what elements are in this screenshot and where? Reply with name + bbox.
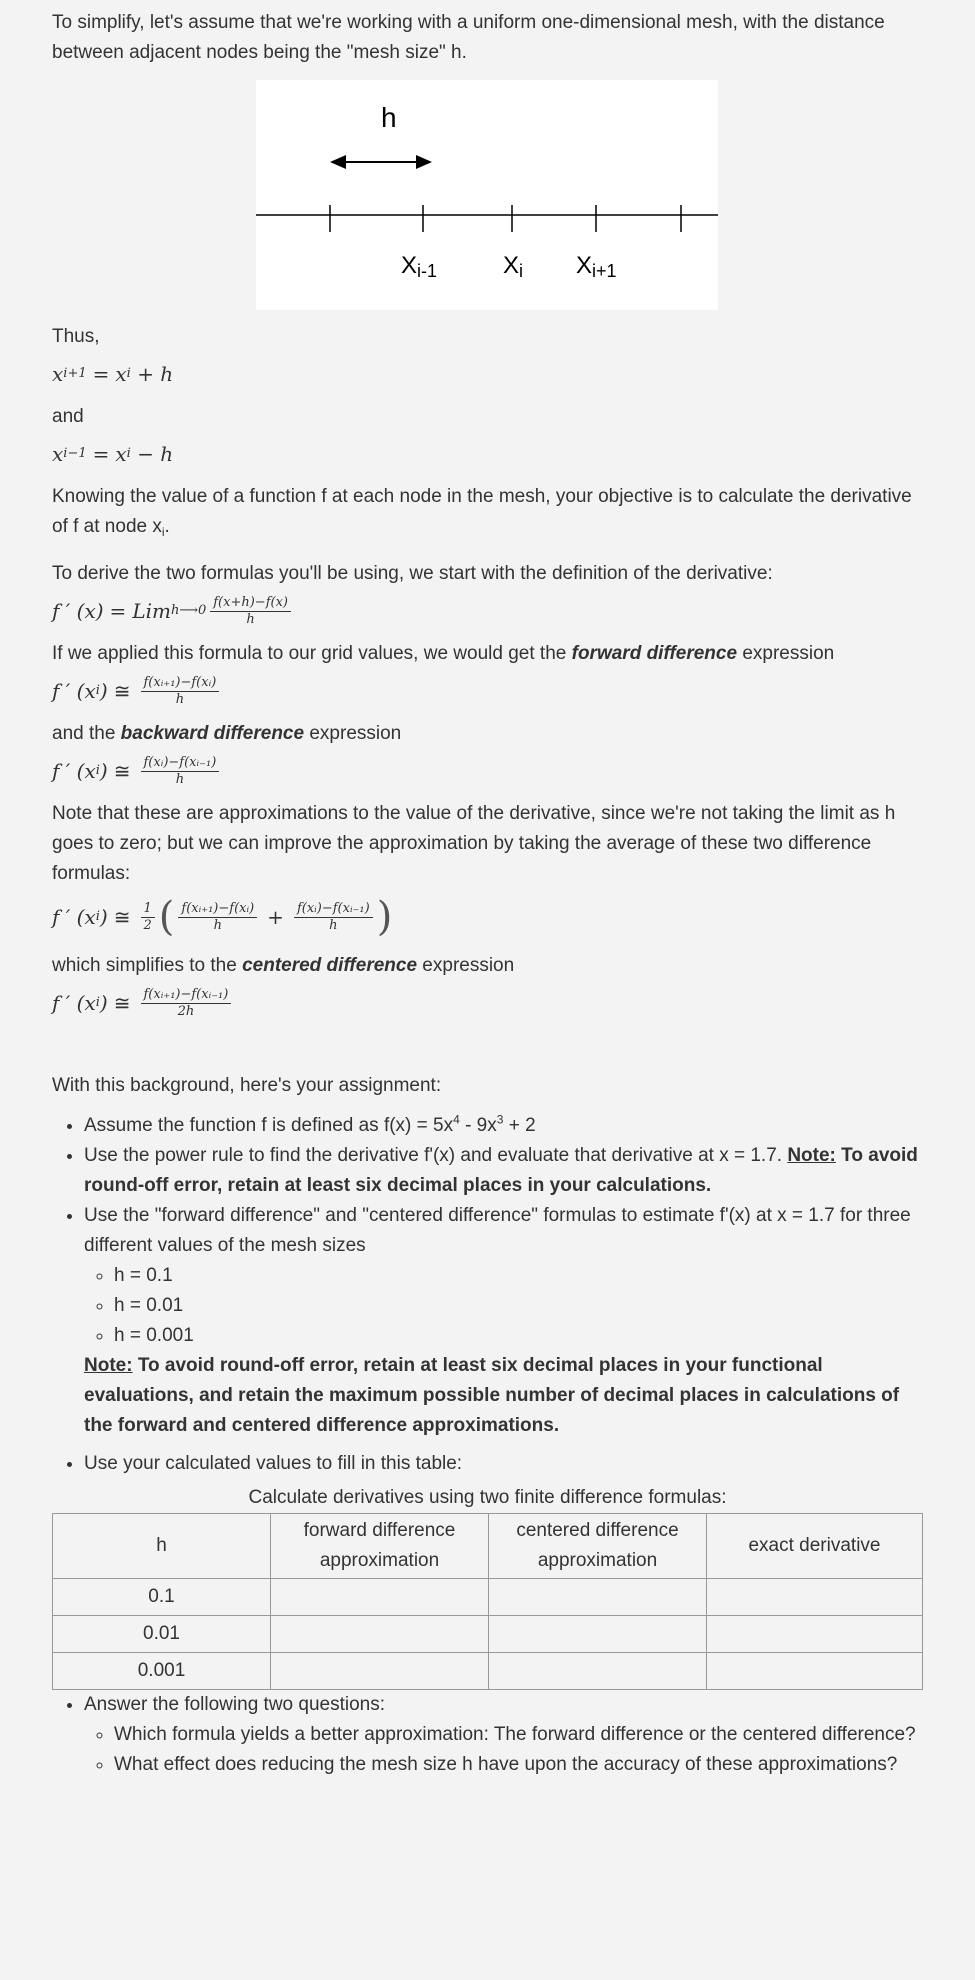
assignment-item-questions: • Answer the following two questions: ◦ Which formula yields a better approximation: The forward difference or the centered difference? ◦ What effect does reducing the mesh size h have upon the accuracy of these approximations?: [84, 1690, 923, 1780]
table-row: [53, 1579, 923, 1616]
questions-list: [52, 1690, 923, 1780]
table-cell-centered[interactable]: [489, 1579, 707, 1616]
mesh-diagram-svg: [256, 80, 718, 310]
average-equation: f ′ (x i ) ≅ $\frac{1}{2}$ ( $\frac{\text{f(xᵢ₊₁)−f(xᵢ)}}{h}$ + $\frac{\text{f(xᵢ)−f(xᵢ₋₁)}}{h}$ ): [52, 894, 393, 940]
derivative-definition-equation: f ′ (x) = Lim h⟶0 $\frac{f(x+h)-f(x)}{h}$: [52, 589, 923, 633]
h-arrow-right: [416, 155, 432, 169]
backward-difference-text: and the backward difference expression: [52, 723, 402, 744]
objective-paragraph: Knowing the value of a function f at each node in the mesh, your objective is to calculate the derivative of f at node $x_i$.: [52, 486, 912, 539]
derive-intro-text: To derive the two formulas you'll be using, we start with the definition of the derivative:: [52, 563, 773, 584]
column-header-centered: centered difference approximation: [489, 1514, 707, 1579]
table-cell-forward[interactable]: [271, 1616, 489, 1653]
backward-difference-equation: f ′ (x i ) ≅ $\frac{\text{f(xᵢ)−f(xᵢ₋₁)}}{h}$: [52, 749, 923, 793]
mesh-size-item: ◦ h = 0.1: [114, 1261, 923, 1291]
approximation-note-paragraph: Note that these are approximations to the value of the derivative, since we're not taking the limit as h goes to zero; but we can improve the approximation by taking the average of these two difference formulas:: [52, 803, 896, 884]
table-cell-h: 0.001: [53, 1653, 271, 1690]
node-label-i: Xi: [503, 252, 524, 281]
assignment-item-function: • Assume the function f is defined as $f(x) = 5x^4 - 9x^3 + 2$: [84, 1111, 923, 1141]
table-cell-exact[interactable]: [707, 1653, 923, 1690]
forward-difference-text: If we applied this formula to our grid values, we would get the forward difference expression: [52, 643, 835, 664]
table-cell-exact[interactable]: [707, 1616, 923, 1653]
roundoff-note: Note: To avoid round-off error, retain at least six decimal places in your functional evaluations, and retain the maximum possible number of decimal places in calculations of the forward and centered difference approximations.: [84, 1355, 900, 1436]
table-cell-centered[interactable]: [489, 1616, 707, 1653]
question-sublist: [84, 1720, 923, 1780]
table-row: [53, 1616, 923, 1653]
equation-next-node: x i+1 = x i + h: [52, 362, 174, 386]
forward-difference-equation: f ′ (x i ) ≅ $\frac{\text{f(xᵢ₊₁)−f(xᵢ)}}{h}$: [52, 669, 923, 713]
h-label: h: [381, 102, 397, 133]
table-header-row: [53, 1514, 923, 1579]
assignment-item-power-rule: • Use the power rule to find the derivative f'(x) and evaluate that derivative at x = 1.7. Note: To avoid round-off error, retain at least six decimal places in your calculations.: [84, 1141, 923, 1201]
table-cell-h: 0.01: [53, 1616, 271, 1653]
h-arrow-left: [330, 155, 346, 169]
table-cell-forward[interactable]: [271, 1579, 489, 1616]
question-item: ◦ Which formula yields a better approximation: The forward difference or the centered difference?: [114, 1720, 923, 1750]
results-table: [52, 1513, 923, 1690]
assignment-intro: With this background, here's your assignment:: [52, 1075, 442, 1096]
equation-prev-node: x i−1 = x i − h: [52, 442, 174, 466]
mesh-size-item: ◦ h = 0.001: [114, 1321, 923, 1351]
centered-difference-equation: f ′ (x i ) ≅ $\frac{\text{f(xᵢ₊₁)−f(xᵢ₋₁)}}{2h}$: [52, 981, 923, 1025]
assignment-list: [52, 1111, 923, 1479]
column-header-h: h: [53, 1514, 271, 1579]
mesh-size-item: ◦ h = 0.01: [114, 1291, 923, 1321]
column-header-forward: forward difference approximation: [271, 1514, 489, 1579]
assignment-item-estimate: • Use the "forward difference" and "centered difference" formulas to estimate f'(x) at x = 1.7 for three different values of the mesh sizes ◦ h = 0.1 ◦ h = 0.01 ◦ h = 0.001 Note: To avoid round-off error, retain at least six decimal places in your functional evaluations, and retain the maximum possible number of decimal places in calculations of the forward and centered difference approximations.: [84, 1201, 923, 1441]
thus-text: Thus,: [52, 326, 100, 347]
and-text: and: [52, 406, 84, 427]
assignment-item-table: • Use your calculated values to fill in this table:: [84, 1449, 923, 1479]
table-cell-centered[interactable]: [489, 1653, 707, 1690]
table-cell-h: 0.1: [53, 1579, 271, 1616]
table-cell-forward[interactable]: [271, 1653, 489, 1690]
table-caption: Calculate derivatives using two finite difference formulas:: [248, 1487, 727, 1508]
table-cell-exact[interactable]: [707, 1579, 923, 1616]
node-label-im1: Xi-1: [401, 252, 438, 281]
mesh-diagram: [256, 80, 718, 310]
column-header-exact: exact derivative: [707, 1514, 923, 1579]
intro-paragraph: To simplify, let's assume that we're working with a uniform one-dimensional mesh, with the distance between adjacent nodes being the "mesh size" h.: [52, 12, 885, 63]
question-item: ◦ What effect does reducing the mesh size h have upon the accuracy of these approximations?: [114, 1750, 923, 1780]
node-label-ip1: Xi+1: [576, 252, 617, 281]
centered-difference-text: which simplifies to the centered difference expression: [52, 955, 515, 976]
mesh-size-list: [84, 1261, 923, 1351]
table-row: [53, 1653, 923, 1690]
